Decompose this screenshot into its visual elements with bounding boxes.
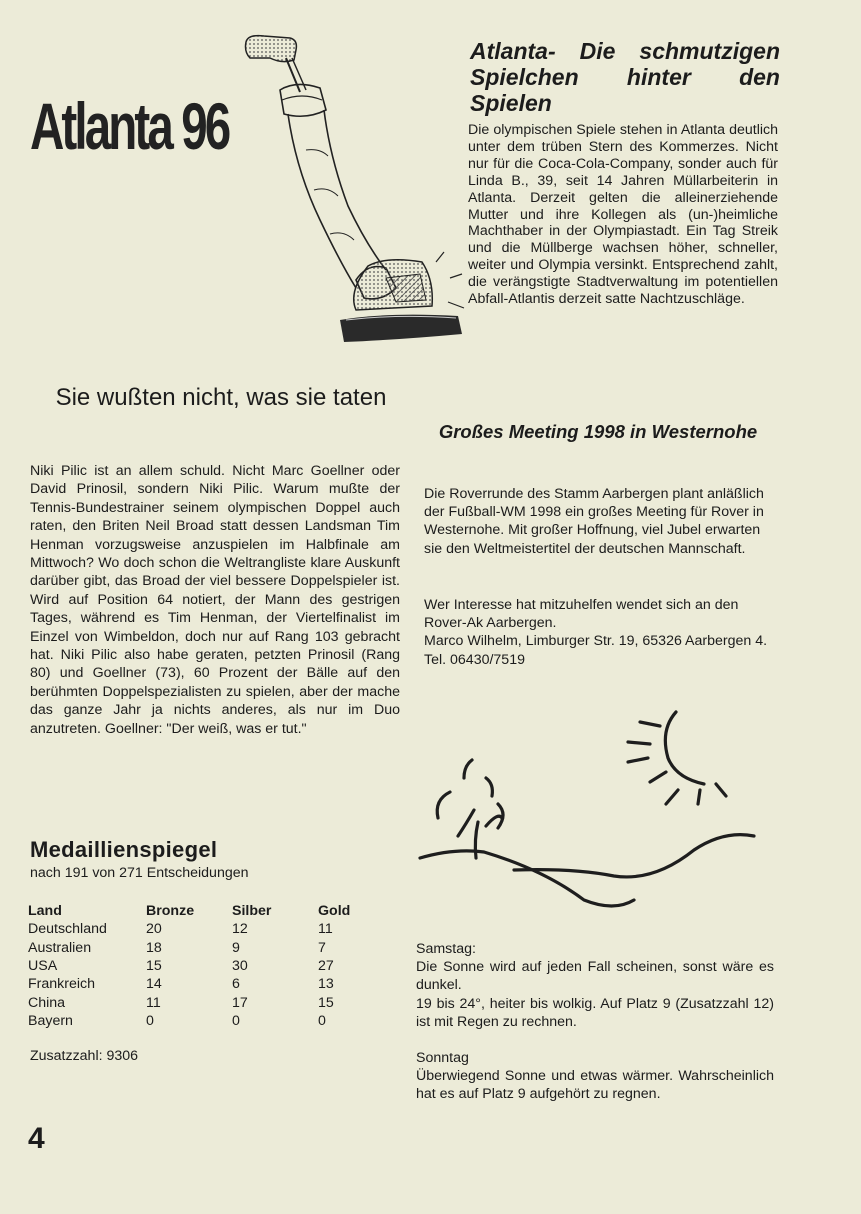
bronze-cell: 15 (146, 957, 162, 974)
saturday-label: Samstag: (416, 941, 476, 957)
gold-cell: 7 (318, 939, 326, 956)
atlanta-article-title: Atlanta- Die schmutzigen Spielchen hinter den Spielen (470, 38, 780, 116)
weather-forecast (416, 940, 774, 1104)
meeting-article-body: Die Roverrunde des Stamm Aarbergen plant anläßlich der Fußball-WM 1998 ein großes Meeting für Rover in Westernohe. Mit großer Hoffnung, viel Jubel erwarten sie den Weltmeistertitel der deutschen Mannschaft. (424, 486, 764, 557)
column-header-bronze: Bronze (146, 902, 195, 919)
saturday-text: 19 bis 24°, heiter bis wolkig. Auf Platz 9 (Zusatzzahl 12) ist mit Regen zu rechnen. (416, 995, 774, 1030)
table-row (28, 994, 378, 1012)
meeting-contact (424, 596, 774, 669)
silver-cell: 30 (232, 957, 248, 974)
bronze-cell: 0 (146, 1013, 154, 1030)
gold-cell: 11 (318, 921, 333, 938)
gold-cell: 27 (318, 957, 334, 974)
country-cell: China (28, 994, 66, 1011)
column-header-gold: Gold (318, 902, 351, 919)
page-number: 4 (28, 1122, 45, 1155)
niki-article-title: Sie wußten nicht, was sie taten (55, 384, 387, 411)
column-header-silber: Silber (232, 902, 272, 919)
meeting-article-title: Großes Meeting 1998 in Westernohe (438, 421, 758, 442)
silver-cell: 17 (232, 994, 248, 1011)
bronze-cell: 11 (146, 994, 161, 1011)
bronze-cell: 14 (146, 976, 162, 993)
table-row (28, 975, 378, 993)
meeting-contact-line: Tel. 06430/7519 (424, 651, 525, 668)
medal-table-subtitle: nach 191 von 271 Entscheidungen (30, 865, 249, 881)
table-row (28, 938, 378, 956)
masthead-title: Atlanta 96 (30, 89, 229, 163)
meeting-contact-line: Wer Interesse hat mitzuhelfen wendet sich an den Rover-Ak Aarbergen. (424, 597, 739, 632)
silver-cell: 9 (232, 939, 240, 956)
bronze-cell: 20 (146, 921, 162, 938)
table-row (28, 920, 378, 938)
silver-cell: 6 (232, 976, 240, 993)
medal-table-title: Medaillienspiegel (30, 837, 218, 862)
niki-article-body: Niki Pilic ist an allem schuld. Nicht Marc Goellner oder David Prinosil, sondern Niki Pilic. Warum mußte der Tennis-Bundestrainer seinem olympischen Doppel auch raten, den Briten Neil Broad statt dessen Landsman Tim Henman vorzugsweise anzuspielen im Halbfinale am Mittwoch? Wo doch schon die Weltrangliste klare Auskunft darüber gibt, das Broad der viel bessere Doppelspieler ist. Wird auf Position 64 notiert, der Mann des gestrigen Tages, während es Tim Henman, der Viertelfinalist im Einzel von Wimbeldon, doch nur auf Rang 103 gebracht hat. Niki Pilic also habe geraten, petzten Prinosil (Rang 80) und Goellner (73), 60 Prozent der Bälle auf den berühmten Doppelspezialisten zu spielen, aber der mache das ganze Jahr ja nichts anderes, als nur im Duo anzutreten. Goellner: "Der weiß, was er tut." (30, 463, 400, 737)
sunday-label: Sonntag (416, 1050, 469, 1067)
silver-cell: 0 (232, 1013, 240, 1030)
silver-cell: 12 (232, 921, 248, 938)
meeting-contact-line: Marco Wilhelm, Limburger Str. 19, 65326 Aarbergen 4. (424, 633, 768, 650)
column-header-land: Land (28, 902, 62, 919)
country-cell: USA (28, 957, 58, 974)
gold-cell: 15 (318, 994, 334, 1011)
table-row (28, 957, 378, 975)
country-cell: Deutschland (28, 921, 107, 938)
country-cell: Bayern (28, 1013, 73, 1030)
saturday-text: Die Sonne wird auf jeden Fall scheinen, sonst wäre es dunkel. (416, 959, 774, 994)
medal-table-header-row (28, 901, 378, 920)
medal-table (28, 901, 378, 1030)
sunday-text: Überwiegend Sonne und etwas wärmer. Wahrscheinlich hat es auf Platz 9 aufgehört zu regnen. (416, 1068, 774, 1103)
landscape-sun-illustration (414, 700, 774, 920)
gold-cell: 13 (318, 976, 334, 993)
country-cell: Australien (28, 939, 92, 956)
golf-figure-illustration (236, 30, 472, 352)
bronze-cell: 18 (146, 939, 162, 956)
zusatzzahl: Zusatzzahl: 9306 (30, 1048, 139, 1064)
table-row (28, 1012, 378, 1030)
atlanta-article-body: Die olympischen Spiele stehen in Atlanta deutlich unter dem trüben Stern des Kommerzes. Nicht nur für die Coca-Cola-Company, sonder auch für Linda B., 39, seit 14 Jahren Müllarbeiterin in Atlanta. Derzeit gelten die alleinerziehende Mutter und ihre Kollegen als (un-)heimliche Machthaber in der Olympiastadt. Ein Tag Streik und die Müllberge wachsen höher, schneller, weiter und Olympia versinkt. Entsprechend zahlt, die verängstigte Stadtverwaltung im potentiellen Abfall-Atlantis derzeit satte Nachtzuschläge. (468, 122, 778, 308)
country-cell: Frankreich (28, 976, 96, 993)
gold-cell: 0 (318, 1013, 326, 1030)
